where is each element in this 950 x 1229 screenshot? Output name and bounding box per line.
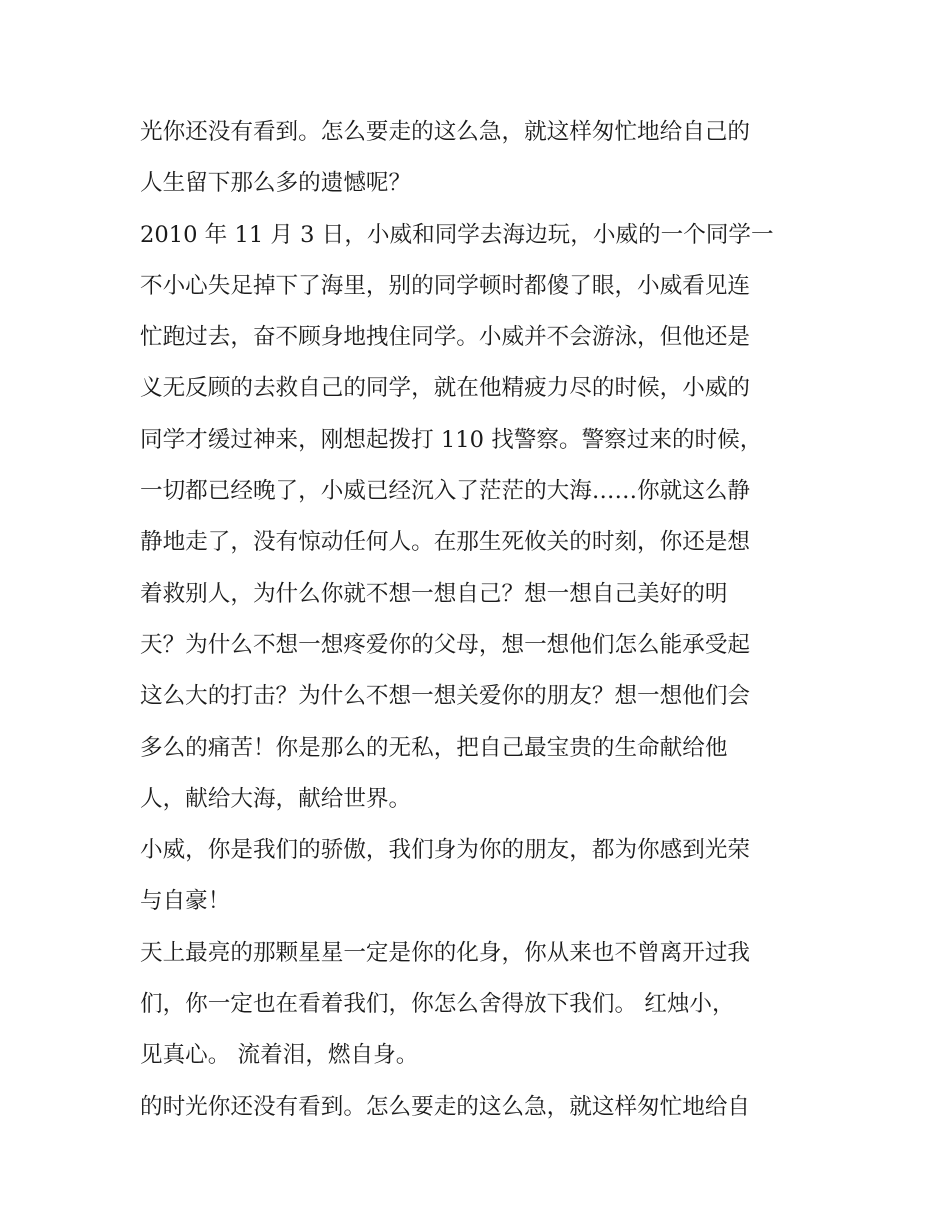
text-line: 与自豪！	[140, 888, 231, 915]
text-line: 忙跑过去，奋不顾身地拽住同学。小威并不会游泳，但他还是	[140, 324, 751, 351]
text-line: 这么大的打击？为什么不想一想关爱你的朋友？想一想他们会	[140, 683, 751, 710]
text-line: 们，你一定也在看着我们，你怎么舍得放下我们。 红烛小，	[140, 991, 735, 1018]
text-line: 多么的痛苦！你是那么的无私，把自己最宝贵的生命献给他	[140, 734, 728, 761]
text-line: 不小心失足掉下了海里，别的同学顿时都傻了眼，小威看见连	[140, 272, 751, 299]
text-line: 静地走了，没有惊动任何人。在那生死攸关的时刻，你还是想	[140, 529, 751, 556]
body-text	[140, 107, 820, 1133]
text-line: 人，献给大海，献给世界。	[140, 785, 412, 812]
text-line: 义无反顾的去救自己的同学，就在他精疲力尽的时候，小威的	[140, 375, 751, 402]
text-line: 光你还没有看到。怎么要走的这么急，就这样匆忙地给自己的	[140, 119, 751, 145]
text-line: 见真心。 流着泪，燃自身。	[140, 1042, 419, 1069]
text-line: 人生留下那么多的遗憾呢？	[140, 170, 412, 197]
text-line: 着救别人，为什么你就不想一想自己？想一想自己美好的明	[140, 580, 728, 607]
text-line: 2010 年 11 月 3 日，小威和同学去海边玩，小威的一个同学一	[140, 221, 774, 248]
text-line: 的时光你还没有看到。怎么要走的这么急，就这样匆忙地给自	[140, 1093, 751, 1120]
text-line: 天上最亮的那颗星星一定是你的化身，你从来也不曾离开过我	[140, 939, 751, 966]
text-line: 一切都已经晚了，小威已经沉入了茫茫的大海……你就这么静	[140, 478, 751, 505]
text-line: 小威，你是我们的骄傲，我们身为你的朋友，都为你感到光荣	[140, 837, 751, 864]
text-line: 同学才缓过神来，刚想起拨打 110 找警察。警察过来的时候，	[140, 426, 763, 453]
text-line: 天？为什么不想一想疼爱你的父母，想一想他们怎么能承受起	[140, 631, 751, 658]
